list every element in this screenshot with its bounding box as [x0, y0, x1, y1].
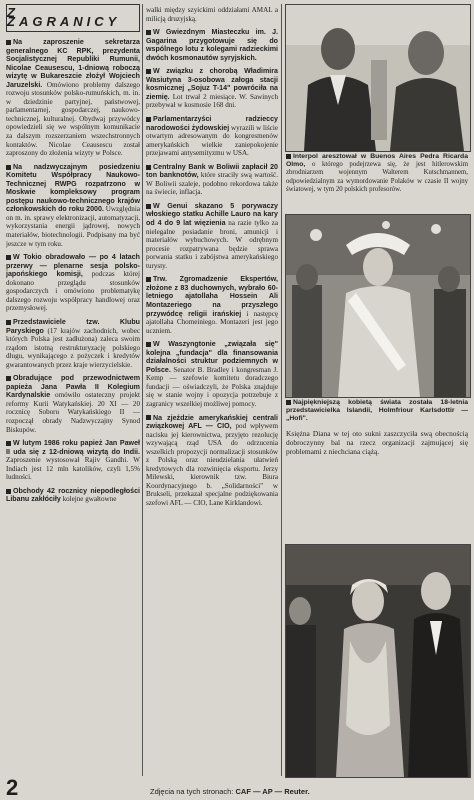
- news-item-text: Lot trwał 2 miesiące. W. Sawinych przebywał w kosmosie 168 dni.: [146, 92, 278, 110]
- news-item-text: i następcę ajatollaha Chomeiniego. Montazeri jest jego uczniem.: [146, 309, 278, 335]
- news-item-text: wyrazili w liście otwartym adresowanym do kongresmenów amerykańskich wielkie zaniepokojenie przejawami antysemityzmu w USA.: [146, 123, 278, 158]
- news-item: [146, 6, 278, 23]
- news-item: [6, 439, 140, 482]
- caption-miss-world: Najpiękniejszą kobietą świata została 18-letnia przedstawicielka Islandii, Holmfriour Karlsdottir — „Hofi".: [286, 399, 468, 423]
- news-item-text: Uwzględnia on m. in. sprawy elektronizacji, automatyzacji, wykorzystania energii jądrowej, nowych materiałów, biotechnologii. Podpisany ma być jeszcze w tym roku.: [6, 205, 140, 248]
- news-item: [6, 318, 140, 369]
- news-item: [6, 38, 140, 158]
- news-item: [146, 163, 278, 197]
- news-item-lead: Na nadzwyczajnym posiedzeniu Komitetu Współpracy Naukowo-Technicznej RWPG rozpatrzono w Moskwie kompleksowy program postępu naukowo-technicznego krajów członkowskich do roku 2000.: [6, 162, 140, 214]
- bullet-icon: [6, 40, 11, 45]
- bullet-icon: [6, 441, 11, 446]
- news-item: [6, 163, 140, 248]
- news-item-lead: W związku z chorobą Władimira Wasiutyna 3-osobowa załoga stacji kosmicznej „Sojuz T-14" powróciła na ziemię.: [146, 67, 278, 101]
- caption-interpol: Interpol aresztował w Buenos Aires Pedra Ricarda Olmo, o którego podejrzewa się, że jest hitlerowskim zbrodniarzem wojennym Walterem Kutschmannem, odpowiedzialnym za wymordowanie Polaków w czasie II wojny światowej, w tym 20 polskich profesorów.: [286, 153, 468, 193]
- news-item: [146, 115, 278, 158]
- news-item-text: na razie tylko za nielegalne posiadanie broni, amunicji i materiałów wybuchowych. W odrębnym procesie rozpatrywana będzie sprawa porwania statku i zabójstwa amerykańskiego turysty.: [146, 219, 278, 270]
- bullet-icon: [146, 69, 151, 74]
- news-item-lead: Centralny Bank w Boliwii zapłacił 20 ton banknotów,: [146, 162, 278, 180]
- news-item-text: podczas której dokonano przeglądu stosunków gospodarczych i omówiono problematykę dalszego rozwoju współpracy handlowej oraz przemysłowej.: [6, 270, 140, 313]
- news-item-lead: Na zjeździe amerykańskiej centrali związkowej AFL — CIO,: [146, 413, 278, 431]
- news-item: [6, 253, 140, 313]
- news-item: [146, 28, 278, 62]
- bullet-icon: [146, 204, 151, 209]
- news-item: [146, 275, 278, 335]
- bullet-icon: [146, 277, 151, 282]
- news-item-lead: W Genui skazano 5 porywaczy włoskiego statku Achille Lauro na kary od 4 do 9 lat więzienia: [146, 201, 278, 228]
- bullet-icon: [146, 30, 151, 35]
- news-item-lead: W Waszyngtonie „związała się" kolejna „fundacja" dla finansowania działalności struktur podziemnych w Polsce.: [146, 340, 278, 374]
- news-item: [6, 487, 140, 504]
- news-item: [146, 202, 278, 270]
- page-number: 2: [6, 775, 19, 800]
- news-item: [146, 67, 278, 110]
- news-item-lead: Na zaproszenie sekretarza generalnego KC RPK, prezydenta Socjalistycznej Republiki Rumunii, Nicolae Ceausescu, 1-dniową roboczą wizytę w Bukareszcie złożył Wojciech Jaruzelski.: [6, 38, 140, 89]
- news-item-text: omówiło ostateczny projekt reformy Kurii Watykańskiej. 20 XI — 20 rocznicę Soboru Watykańskiego II — rozpoczął obrady Nadzwyczajny Synod Biskupów.: [6, 391, 140, 434]
- photo-miss-world: [285, 214, 471, 398]
- news-item-lead: Przedstawiciele tzw. Klubu Paryskiego: [6, 317, 140, 335]
- news-items-middle: [146, 6, 278, 508]
- news-item-text: kolejne gwałtowne: [62, 495, 117, 504]
- bullet-icon: [6, 255, 11, 260]
- news-item-text: które straciły swą wartość. W Boliwii szaleje, podobno rekordowa także na świecie, inflacja.: [146, 171, 278, 197]
- section-title: Z ZAGRANICY: [7, 5, 121, 29]
- bullet-icon: [6, 489, 11, 494]
- bullet-icon: [6, 376, 11, 381]
- photo-miss-world-image: [286, 215, 470, 397]
- bullet-icon: [146, 342, 151, 347]
- photo-interpol-arrest: [285, 4, 471, 152]
- news-item-lead: W Tokio obradowało — po 4 latach przerwy — plenarne sesja polsko-japońskiego komisji,: [6, 253, 140, 279]
- news-item-lead: W Gwiezdnym Miasteczku im. J. Gagarina przygotowuje się do wspólnego lotu z kolegami radzieckimi dwóch kosmonautów syryjskich.: [146, 28, 278, 62]
- news-item-lead: Parlamentarzyści radzieccy narodowości żydowskiej: [146, 115, 278, 132]
- bullet-icon: [146, 117, 151, 122]
- photo-diana-image: [286, 545, 470, 777]
- news-item-lead: W lutym 1986 roku papież Jan Paweł II uda się z 12-dniową wizytą do Indii.: [6, 439, 140, 456]
- bullet-icon: [6, 320, 11, 325]
- news-item: [146, 340, 278, 408]
- bullet-icon: [286, 154, 291, 159]
- bullet-icon: [146, 165, 151, 170]
- news-column-middle: [146, 6, 278, 776]
- news-item-text: Zaproszenie wystosował Rajiv Gandhi. W Indiach jest 12 mln katolików, czyli 1,5% ludności.: [6, 456, 140, 482]
- column-divider: [281, 4, 282, 776]
- news-item: [6, 374, 140, 434]
- news-item-text: Omówiono problemy dalszego rozwoju stosunków polsko-rumuńskich, m. in. w dziedzinie partyjnej, państwowej, parlamentarnej, gospodarczej, naukowo-technicznej, kulturalnej. Obydwaj przywódcy opowiedzieli się we wspólnym komunikacie za dalszym rozszerzaniem wszechstronnych kontaktów. Nicolae Ceausescu został zaproszony do złożenia wizyty w Polsce.: [6, 80, 140, 158]
- news-item-lead: Trw. Zgromadzenie Ekspertów, złożone z 83 duchownych, wybrało 60-letniego ajatollaha Hossein Ali Montazeriego na przyszłego przywódcę religii irańskiej: [146, 275, 278, 318]
- bullet-icon: [6, 165, 11, 170]
- photo-credits: Zdjęcia na tych stronach: CAF — AP — Reuter.: [150, 787, 310, 796]
- news-item: [146, 414, 278, 508]
- news-item-lead: Obchody 42 rocznicy niepodległości Libanu zakłóciły: [6, 486, 140, 504]
- news-item-text: Senator B. Bradley i kongresman J. Kemp — szefowie komitetu doradczego fundacji — oświadczyli, że Polska znajduje się w stanie wojny i opozycja potrzebuje z zagranicy wszelkiej możliwej pomocy.: [146, 365, 278, 408]
- photo-interpol-image: [286, 5, 470, 151]
- bullet-icon: [146, 415, 151, 420]
- news-items-left: [6, 38, 140, 504]
- news-item-text: (17 krajów zachodnich, wobec których Polska jest zadłużona) zaleca swoim rządom istotną restrukturyzację polskiego długu, wynikającego z pożyczek i kredytów gwarantowanych przez kraje wierzycielskie.: [6, 326, 140, 369]
- column-divider: [142, 4, 143, 776]
- news-item-text: walki między szyickimi oddziałami AMAL a milicją druzyjską.: [146, 6, 278, 23]
- caption-princess-diana: Księżna Diana w tej oto sukni zaszczyciła swą obecnością dobroczynny bal na rzecz organizacji zajmującej się problemami z niechciana ciążą.: [286, 430, 468, 456]
- bullet-icon: [286, 400, 291, 405]
- news-column-left: [6, 4, 140, 780]
- section-header: [6, 4, 140, 32]
- news-item-text: pod wpływem nacisku jej kierownictwa, przyjęto rezolucję wzywającą rząd USA do odrzucenia wszelkich propozycji normalizacji stosunków z Polską oraz nieudzielania ułatwień kredytowych dla rozwinięcia eksportu. Jerzy Milewski, kierownik tzw. Biura Koordynacyjnego b. „Solidarności" w Brukseli, przekazał specjalne podziękowania szefowi AFL — CIO, Lane Kirklandowi.: [146, 422, 278, 507]
- news-item-lead: Obradujące pod przewodnictwem papieża Jana Pawła II Kolegium Kardynalskie: [6, 374, 140, 400]
- photo-princess-diana: [285, 544, 471, 778]
